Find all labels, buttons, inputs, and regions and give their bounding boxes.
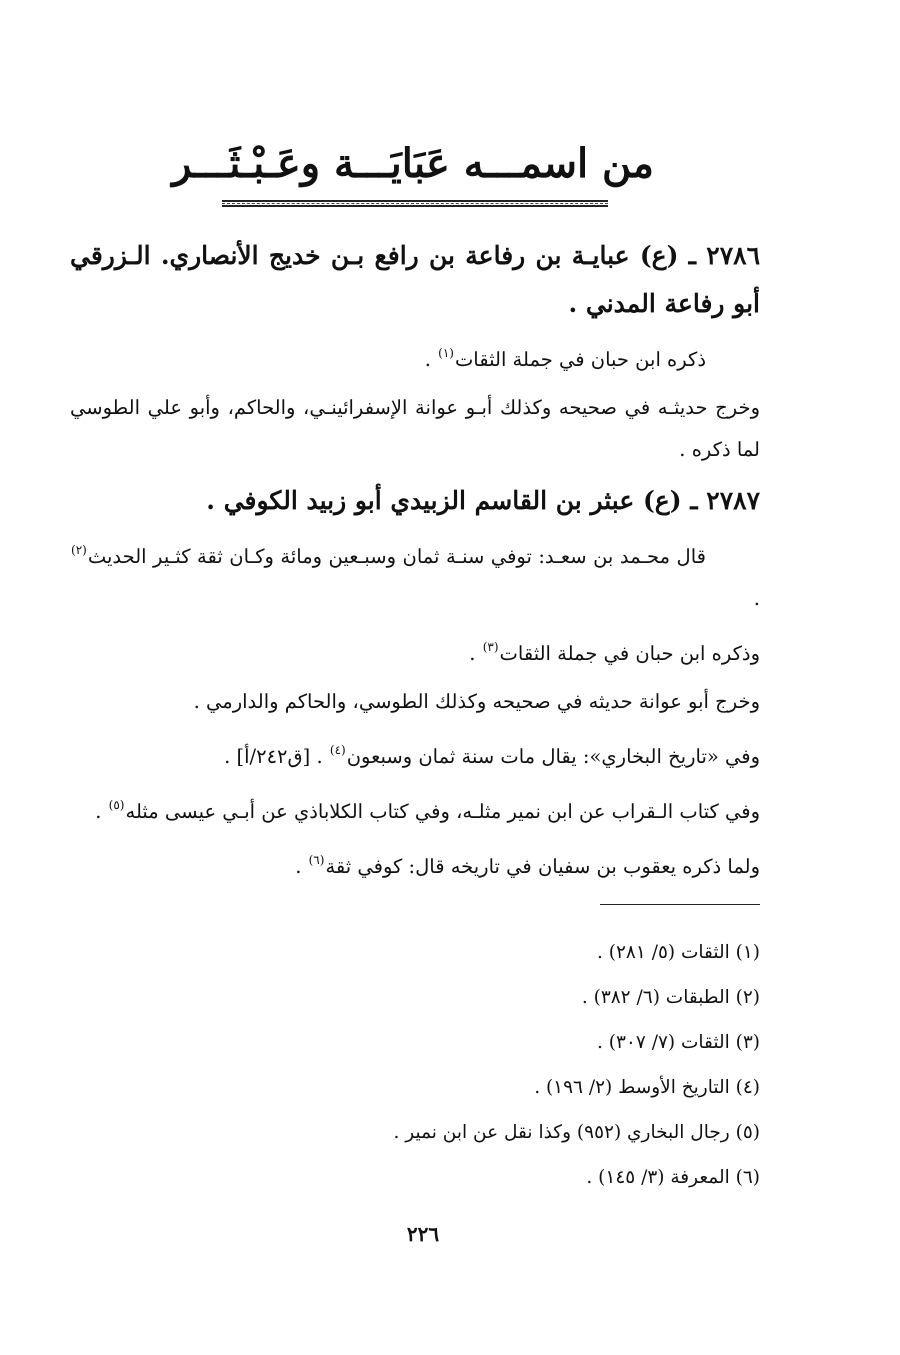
main-text	[70, 232, 760, 894]
entry-2787-paragraph: قال محـمد بن سعـد: توفي سنـة ثمان وسبـعين ومائة وكـان ثقة كثـير الحديث$^{(٢)}$ .	[71, 543, 760, 610]
entry-heading-2786: ٢٧٨٦ ـ (ع) عبايـة بن رفاعة بن رافع بـن خديج الأنصاري. الـزرقي أبو رفاعة المدني .	[70, 241, 760, 318]
footnote: (٥) رجال البخاري (٩٥٢) وكذا نقل عن ابن نمير .	[393, 1122, 760, 1143]
entry-2787-paragraph: وذكره ابن حبان في جملة الثقات$^{(٣)}$ .	[469, 640, 760, 665]
footnote-ref: (٤)	[329, 743, 346, 757]
entry-2786-paragraph: وخرج حديثـه في صحيحه وكذلك أبـو عوانة الإسفرائينـي، والحاكم، وأبو علي الطوسي لما ذكره .	[70, 396, 760, 461]
footnote: (٣) الثقات (٧/ ٣٠٧) .	[597, 1032, 760, 1053]
entry-2787-paragraph: ولما ذكره يعقوب بن سفيان في تاريخه قال: كوفي ثقة$^{(٦)}$ .	[295, 853, 760, 878]
entry-2786-paragraph: ذكره ابن حبان في جملة الثقات$^{(١)}$ .	[424, 346, 706, 371]
footnote-ref: (١)	[438, 346, 454, 360]
footnote: (٢) الطبقات (٦/ ٣٨٢) .	[581, 987, 760, 1008]
entry-2787-paragraph: وفي «تاريخ البخاري»: يقال مات سنة ثمان وسبعون$^{(٤)}$ . [ق٢٤٢/أ] .	[224, 743, 760, 768]
footnote: (١) الثقات (٥/ ٢٨١) .	[597, 942, 760, 963]
title-underline-ornament	[222, 200, 608, 207]
section-title: من اسمـــه عَبَايَـــة وعَـبْـثَـــر	[172, 140, 654, 187]
entry-2787-paragraph: وخرج أبو عوانة حديثه في صحيحه وكذلك الطوسي، والحاكم والدارمي .	[193, 690, 760, 713]
entry-heading-2787: ٢٧٨٧ ـ (ع) عبثر بن القاسم الزبيدي أبو زبيد الكوفي .	[206, 486, 760, 515]
footnote-ref: (٥)	[108, 798, 125, 812]
footnote-ref: (٢)	[71, 543, 87, 557]
footnote-ref: (٦)	[308, 853, 325, 867]
footnote: (٤) التاريخ الأوسط (٢/ ١٩٦) .	[534, 1077, 760, 1098]
entry-2787-paragraph: وفي كتاب الـقراب عن ابن نمير مثلـه، وفي كتاب الكلاباذي عن أبـي عيسى مثله$^{(٥)}$ .	[95, 798, 760, 823]
footnotes	[70, 930, 760, 1200]
footnote: (٦) المعرفة (٣/ ١٤٥) .	[586, 1167, 760, 1188]
footnote-ref: (٣)	[482, 640, 499, 654]
page-number: ٢٢٦	[406, 1222, 440, 1246]
footnote-separator	[600, 904, 760, 905]
